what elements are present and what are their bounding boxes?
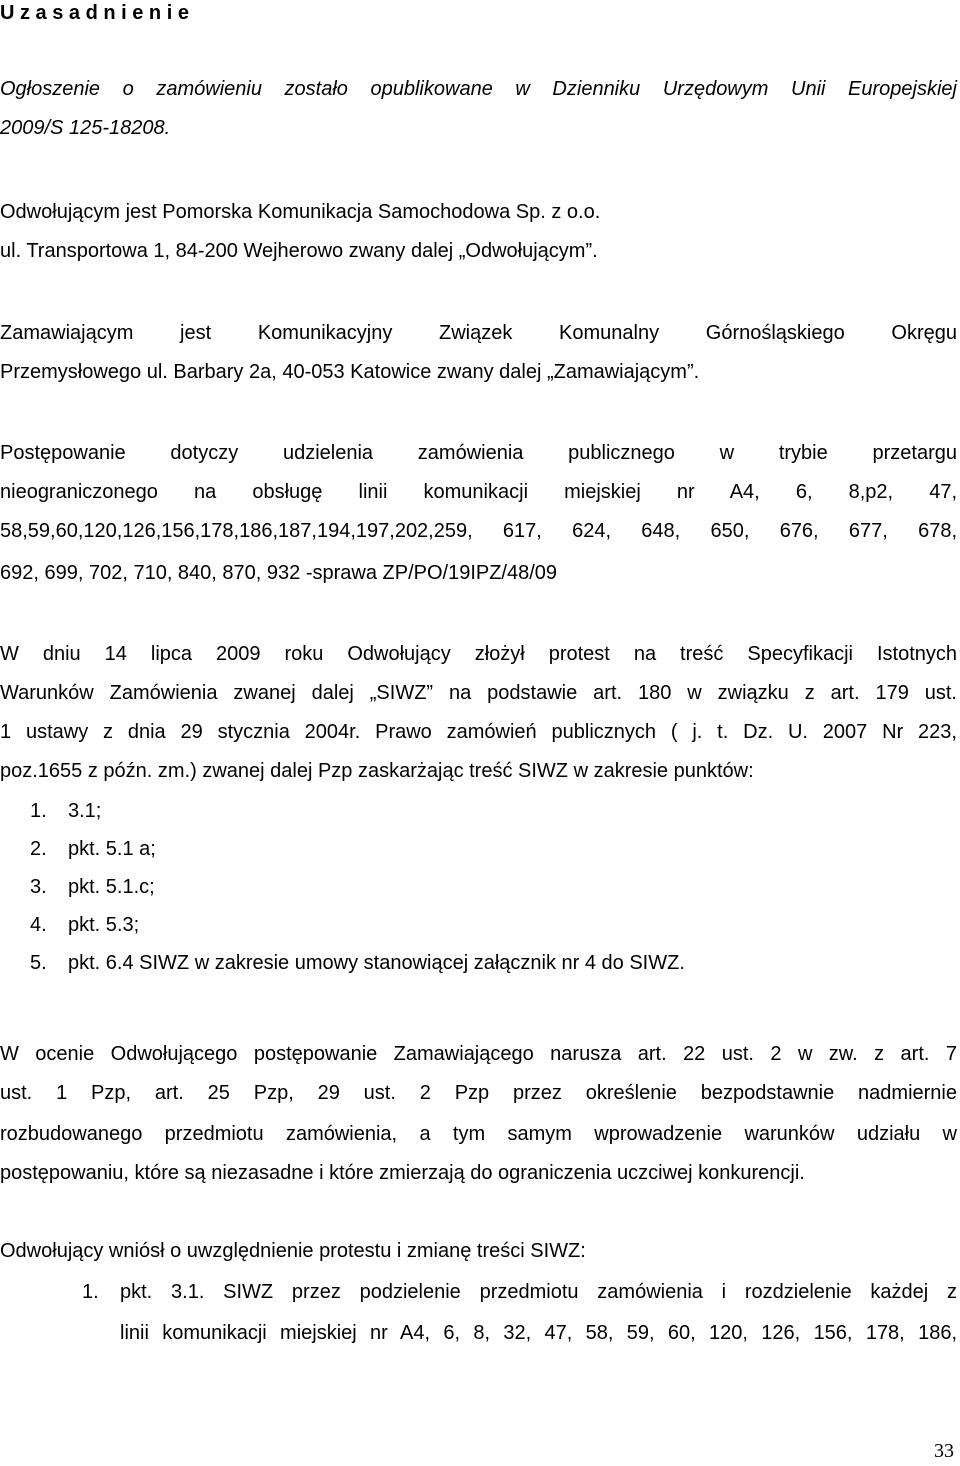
p5-line-2: Warunków Zamówienia zwanej dalej „SIWZ” na podstawie art. 180 w związku z art. 179 ust. <box>0 682 957 704</box>
p3-line-2: Przemysłowego ul. Barbary 2a, 40-053 Katowice zwany dalej „Zamawiającym”. <box>0 361 700 383</box>
list1-item-5-num: 5. <box>30 952 47 974</box>
list1-item-3-num: 3. <box>30 876 47 898</box>
p2-line-2: ul. Transportowa 1, 84-200 Wejherowo zwany dalej „Odwołującym”. <box>0 240 598 262</box>
p1-line-1: Ogłoszenie o zamówieniu zostało opublikowane w Dzienniku Urzędowym Unii Europejskiej <box>0 78 957 100</box>
list1-item-4-num: 4. <box>30 914 47 936</box>
p3-line-1: Zamawiającym jest Komunikacyjny Związek Komunalny Górnośląskiego Okręgu <box>0 322 957 344</box>
list2-item-1-num: 1. <box>82 1281 99 1303</box>
page-number: 33 <box>934 1440 954 1462</box>
p4-line-4: 692, 699, 702, 710, 840, 870, 932 -sprawa ZP/PO/19IPZ/48/09 <box>0 562 558 584</box>
p2-line-1: Odwołującym jest Pomorska Komunikacja Samochodowa Sp. z o.o. <box>0 201 601 223</box>
p4-line-3: 58,59,60,120,126,156,178,186,187,194,197,202,259, 617, 624, 648, 650, 676, 677, 678, <box>0 520 957 542</box>
p1-line-2: 2009/S 125-18208. <box>0 117 171 139</box>
list1-item-2-text: pkt. 5.1 a; <box>68 838 156 860</box>
list1-item-3-text: pkt. 5.1.c; <box>68 876 155 898</box>
p6-line-4: postępowaniu, które są niezasadne i które zmierzają do ograniczenia uczciwej konkurencji. <box>0 1162 805 1184</box>
p4-line-2: nieograniczonego na obsługę linii komunikacji miejskiej nr A4, 6, 8,p2, 47, <box>0 481 957 503</box>
p5-line-1: W dniu 14 lipca 2009 roku Odwołujący złożył protest na treść Specyfikacji Istotnych <box>0 643 957 665</box>
list1-item-1-num: 1. <box>30 800 47 822</box>
list1-item-1-text: 3.1; <box>68 800 102 822</box>
list1-item-4-text: pkt. 5.3; <box>68 914 140 936</box>
p5-line-3: 1 ustawy z dnia 29 stycznia 2004r. Prawo zamówień publicznych ( j. t. Dz. U. 2007 Nr 223, <box>0 721 957 743</box>
p6-line-1: W ocenie Odwołującego postępowanie Zamawiającego narusza art. 22 ust. 2 w zw. z art. 7 <box>0 1043 957 1065</box>
p6-line-2: ust. 1 Pzp, art. 25 Pzp, 29 ust. 2 Pzp przez określenie bezpodstawnie nadmiernie <box>0 1082 957 1104</box>
list1-item-2-num: 2. <box>30 838 47 860</box>
p6-line-3: rozbudowanego przedmiotu zamówienia, a tym samym wprowadzenie warunków udziału w <box>0 1123 957 1145</box>
list1-item-5-text: pkt. 6.4 SIWZ w zakresie umowy stanowiącej załącznik nr 4 do SIWZ. <box>68 952 685 974</box>
list2-item-1-line-2: linii komunikacji miejskiej nr A4, 6, 8, 32, 47, 58, 59, 60, 120, 126, 156, 178, 186, <box>120 1322 957 1344</box>
section-title: U z a s a d n i e n i e <box>0 2 189 24</box>
p7-line-1: Odwołujący wniósł o uwzględnienie protestu i zmianę treści SIWZ: <box>0 1240 586 1262</box>
p5-line-4: poz.1655 z późn. zm.) zwanej dalej Pzp zaskarżając treść SIWZ w zakresie punktów: <box>0 760 754 782</box>
list2-item-1-line-1: pkt. 3.1. SIWZ przez podzielenie przedmiotu zamówienia i rozdzielenie każdej z <box>120 1281 957 1303</box>
p4-line-1: Postępowanie dotyczy udzielenia zamówienia publicznego w trybie przetargu <box>0 442 957 464</box>
